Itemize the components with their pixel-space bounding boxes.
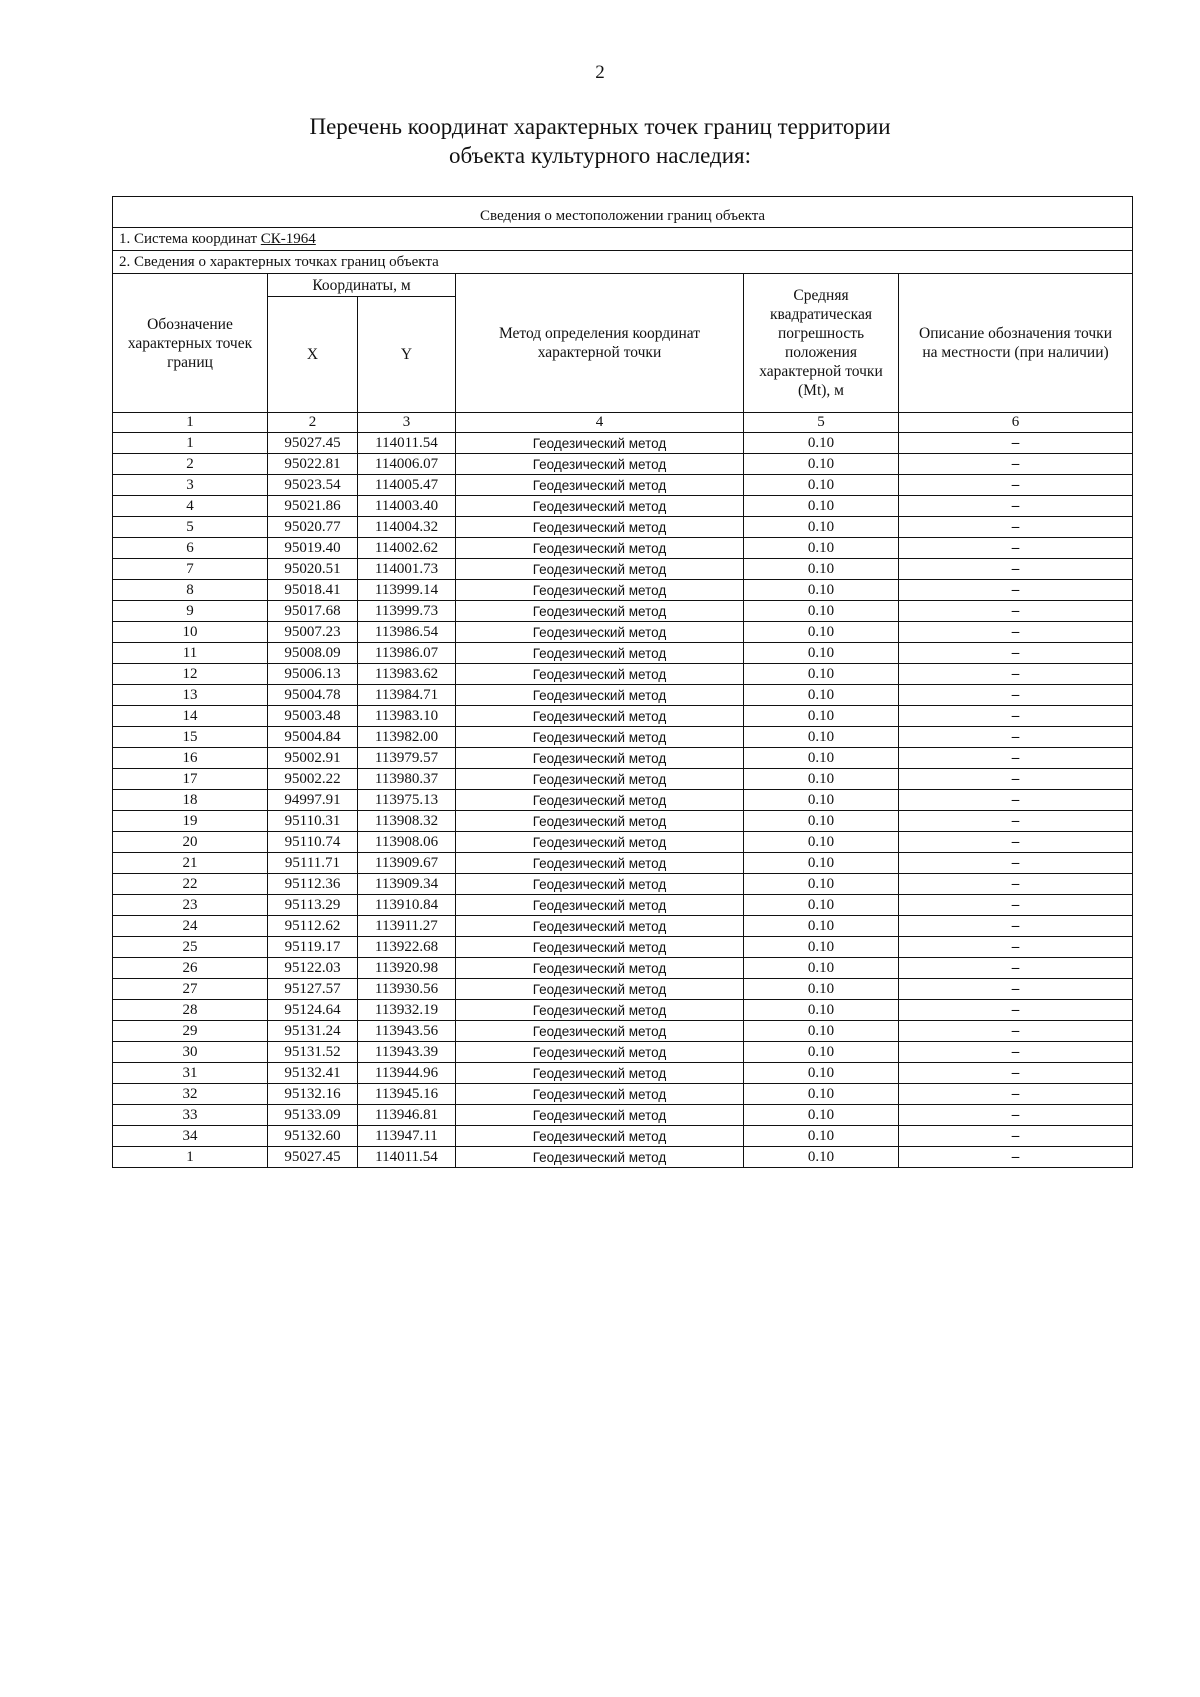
table-row — [113, 1126, 1133, 1147]
method-cell: Геодезический метод — [456, 1021, 744, 1042]
table-caption: Сведения о местоположении границ объекта — [113, 205, 1133, 228]
error-cell: 0.10 — [744, 895, 899, 916]
header-y: Y — [358, 297, 456, 413]
y-coordinate-cell: 113983.62 — [358, 664, 456, 685]
point-number-cell: 1 — [113, 1147, 268, 1168]
description-cell: – — [899, 454, 1133, 475]
y-coordinate-cell: 114005.47 — [358, 475, 456, 496]
table-row — [113, 1021, 1133, 1042]
error-cell: 0.10 — [744, 601, 899, 622]
error-cell: 0.10 — [744, 664, 899, 685]
x-coordinate-cell: 95131.24 — [268, 1021, 358, 1042]
table-row — [113, 1063, 1133, 1084]
method-cell: Геодезический метод — [456, 433, 744, 454]
header-point-designation: Обозначение характерных точек границ — [113, 274, 268, 413]
error-cell: 0.10 — [744, 454, 899, 475]
y-coordinate-cell: 113922.68 — [358, 937, 456, 958]
error-cell: 0.10 — [744, 874, 899, 895]
error-cell: 0.10 — [744, 832, 899, 853]
header-coordinates: Координаты, м — [268, 274, 456, 297]
method-cell: Геодезический метод — [456, 853, 744, 874]
point-number-cell: 27 — [113, 979, 268, 1000]
point-number-cell: 18 — [113, 790, 268, 811]
point-number-cell: 9 — [113, 601, 268, 622]
error-cell: 0.10 — [744, 1063, 899, 1084]
method-cell: Геодезический метод — [456, 664, 744, 685]
point-number-cell: 32 — [113, 1084, 268, 1105]
method-cell: Геодезический метод — [456, 874, 744, 895]
point-number-cell: 21 — [113, 853, 268, 874]
coordinate-system-value: СК-1964 — [260, 230, 316, 247]
error-cell: 0.10 — [744, 622, 899, 643]
method-cell: Геодезический метод — [456, 706, 744, 727]
column-number: 2 — [268, 413, 358, 433]
error-cell: 0.10 — [744, 853, 899, 874]
x-coordinate-cell: 95111.71 — [268, 853, 358, 874]
description-cell: – — [899, 559, 1133, 580]
point-number-cell: 19 — [113, 811, 268, 832]
method-cell: Геодезический метод — [456, 1084, 744, 1105]
point-number-cell: 22 — [113, 874, 268, 895]
y-coordinate-cell: 113920.98 — [358, 958, 456, 979]
table-row — [113, 475, 1133, 496]
x-coordinate-cell: 95002.22 — [268, 769, 358, 790]
point-number-cell: 4 — [113, 496, 268, 517]
table-top-spacer — [113, 197, 1133, 206]
x-coordinate-cell: 95119.17 — [268, 937, 358, 958]
error-cell: 0.10 — [744, 769, 899, 790]
point-number-cell: 28 — [113, 1000, 268, 1021]
x-coordinate-cell: 95020.51 — [268, 559, 358, 580]
table-row — [113, 958, 1133, 979]
x-coordinate-cell: 95127.57 — [268, 979, 358, 1000]
document-title-line-2: объекта культурного наследия: — [448, 143, 752, 168]
error-cell: 0.10 — [744, 706, 899, 727]
point-number-cell: 34 — [113, 1126, 268, 1147]
description-cell: – — [899, 916, 1133, 937]
y-coordinate-cell: 113975.13 — [358, 790, 456, 811]
y-coordinate-cell: 113946.81 — [358, 1105, 456, 1126]
description-cell: – — [899, 874, 1133, 895]
y-coordinate-cell: 113911.27 — [358, 916, 456, 937]
y-coordinate-cell: 113909.34 — [358, 874, 456, 895]
table-row — [113, 454, 1133, 475]
table-row — [113, 517, 1133, 538]
x-coordinate-cell: 95004.78 — [268, 685, 358, 706]
description-cell: – — [899, 685, 1133, 706]
page-number: 2 — [595, 62, 605, 83]
y-coordinate-cell: 113944.96 — [358, 1063, 456, 1084]
table-row — [113, 1000, 1133, 1021]
method-cell: Геодезический метод — [456, 1000, 744, 1021]
x-coordinate-cell: 95132.16 — [268, 1084, 358, 1105]
x-coordinate-cell: 95112.36 — [268, 874, 358, 895]
point-number-cell: 24 — [113, 916, 268, 937]
method-cell: Геодезический метод — [456, 580, 744, 601]
y-coordinate-cell: 113999.73 — [358, 601, 456, 622]
table-row — [113, 895, 1133, 916]
table-row — [113, 790, 1133, 811]
point-number-cell: 20 — [113, 832, 268, 853]
x-coordinate-cell: 95007.23 — [268, 622, 358, 643]
method-cell: Геодезический метод — [456, 748, 744, 769]
description-cell: – — [899, 748, 1133, 769]
y-coordinate-cell: 113986.07 — [358, 643, 456, 664]
y-coordinate-cell: 113980.37 — [358, 769, 456, 790]
point-number-cell: 3 — [113, 475, 268, 496]
method-cell: Геодезический метод — [456, 958, 744, 979]
error-cell: 0.10 — [744, 958, 899, 979]
x-coordinate-cell: 95003.48 — [268, 706, 358, 727]
table-row — [113, 979, 1133, 1000]
y-coordinate-cell: 113982.00 — [358, 727, 456, 748]
method-cell: Геодезический метод — [456, 643, 744, 664]
table-row — [113, 580, 1133, 601]
table-row — [113, 622, 1133, 643]
error-cell: 0.10 — [744, 517, 899, 538]
y-coordinate-cell: 114011.54 — [358, 433, 456, 454]
point-number-cell: 26 — [113, 958, 268, 979]
point-number-cell: 29 — [113, 1021, 268, 1042]
x-coordinate-cell: 95133.09 — [268, 1105, 358, 1126]
coordinate-system-row — [113, 228, 1133, 251]
document-title-line-1: Перечень координат характерных точек границ территории — [309, 114, 891, 139]
error-cell: 0.10 — [744, 643, 899, 664]
method-cell: Геодезический метод — [456, 475, 744, 496]
table-row — [113, 937, 1133, 958]
y-coordinate-cell: 113908.06 — [358, 832, 456, 853]
method-cell: Геодезический метод — [456, 916, 744, 937]
method-cell: Геодезический метод — [456, 1105, 744, 1126]
x-coordinate-cell: 95004.84 — [268, 727, 358, 748]
method-cell: Геодезический метод — [456, 601, 744, 622]
point-number-cell: 1 — [113, 433, 268, 454]
point-number-cell: 6 — [113, 538, 268, 559]
method-cell: Геодезический метод — [456, 496, 744, 517]
table-row — [113, 1042, 1133, 1063]
point-number-cell: 15 — [113, 727, 268, 748]
description-cell: – — [899, 706, 1133, 727]
description-cell: – — [899, 1105, 1133, 1126]
x-coordinate-cell: 95023.54 — [268, 475, 358, 496]
document-title — [250, 112, 950, 170]
method-cell: Геодезический метод — [456, 454, 744, 475]
column-number: 3 — [358, 413, 456, 433]
point-number-cell: 33 — [113, 1105, 268, 1126]
description-cell: – — [899, 769, 1133, 790]
description-cell: – — [899, 832, 1133, 853]
table-row — [113, 727, 1133, 748]
description-cell: – — [899, 1000, 1133, 1021]
y-coordinate-cell: 113979.57 — [358, 748, 456, 769]
x-coordinate-cell: 95021.86 — [268, 496, 358, 517]
y-coordinate-cell: 113999.14 — [358, 580, 456, 601]
y-coordinate-cell: 113986.54 — [358, 622, 456, 643]
header-description: Описание обозначения точки на местности (при наличии) — [899, 274, 1133, 413]
point-number-cell: 5 — [113, 517, 268, 538]
table-row — [113, 769, 1133, 790]
table-row — [113, 706, 1133, 727]
y-coordinate-cell: 114006.07 — [358, 454, 456, 475]
error-cell: 0.10 — [744, 1000, 899, 1021]
header-error: Средняя квадратическая погрешность положения характерной точки (Mt), м — [744, 274, 899, 413]
x-coordinate-cell: 94997.91 — [268, 790, 358, 811]
y-coordinate-cell: 114002.62 — [358, 538, 456, 559]
error-cell: 0.10 — [744, 727, 899, 748]
error-cell: 0.10 — [744, 1042, 899, 1063]
y-coordinate-cell: 113943.39 — [358, 1042, 456, 1063]
method-cell: Геодезический метод — [456, 790, 744, 811]
method-cell: Геодезический метод — [456, 1063, 744, 1084]
table-row — [113, 811, 1133, 832]
header-x: X — [268, 297, 358, 413]
y-coordinate-cell: 113984.71 — [358, 685, 456, 706]
description-cell: – — [899, 1021, 1133, 1042]
x-coordinate-cell: 95113.29 — [268, 895, 358, 916]
y-coordinate-cell: 113983.10 — [358, 706, 456, 727]
method-cell: Геодезический метод — [456, 895, 744, 916]
x-coordinate-cell: 95019.40 — [268, 538, 358, 559]
point-number-cell: 23 — [113, 895, 268, 916]
method-cell: Геодезический метод — [456, 979, 744, 1000]
error-cell: 0.10 — [744, 433, 899, 454]
table-row — [113, 874, 1133, 895]
description-cell: – — [899, 958, 1133, 979]
method-cell: Геодезический метод — [456, 538, 744, 559]
y-coordinate-cell: 114011.54 — [358, 1147, 456, 1168]
point-number-cell: 8 — [113, 580, 268, 601]
x-coordinate-cell: 95002.91 — [268, 748, 358, 769]
method-cell: Геодезический метод — [456, 1126, 744, 1147]
point-number-cell: 2 — [113, 454, 268, 475]
method-cell: Геодезический метод — [456, 685, 744, 706]
method-cell: Геодезический метод — [456, 1147, 744, 1168]
method-cell: Геодезический метод — [456, 937, 744, 958]
description-cell: – — [899, 643, 1133, 664]
coordinate-system-label: 1. Система координат — [119, 230, 258, 247]
method-cell: Геодезический метод — [456, 769, 744, 790]
x-coordinate-cell: 95006.13 — [268, 664, 358, 685]
error-cell: 0.10 — [744, 580, 899, 601]
description-cell: – — [899, 433, 1133, 454]
x-coordinate-cell: 95124.64 — [268, 1000, 358, 1021]
table-row — [113, 601, 1133, 622]
x-coordinate-cell: 95018.41 — [268, 580, 358, 601]
error-cell: 0.10 — [744, 496, 899, 517]
description-cell: – — [899, 496, 1133, 517]
description-cell: – — [899, 1147, 1133, 1168]
table-row — [113, 685, 1133, 706]
error-cell: 0.10 — [744, 811, 899, 832]
description-cell: – — [899, 517, 1133, 538]
y-coordinate-cell: 113930.56 — [358, 979, 456, 1000]
description-cell: – — [899, 1063, 1133, 1084]
y-coordinate-cell: 113910.84 — [358, 895, 456, 916]
method-cell: Геодезический метод — [456, 622, 744, 643]
points-info-label: 2. Сведения о характерных точках границ объекта — [113, 251, 1133, 274]
point-number-cell: 16 — [113, 748, 268, 769]
coordinates-table — [112, 196, 1133, 1168]
x-coordinate-cell: 95131.52 — [268, 1042, 358, 1063]
y-coordinate-cell: 114003.40 — [358, 496, 456, 517]
table-row — [113, 1105, 1133, 1126]
table-row — [113, 1084, 1133, 1105]
error-cell: 0.10 — [744, 979, 899, 1000]
description-cell: – — [899, 601, 1133, 622]
x-coordinate-cell: 95122.03 — [268, 958, 358, 979]
description-cell: – — [899, 538, 1133, 559]
point-number-cell: 30 — [113, 1042, 268, 1063]
column-number: 6 — [899, 413, 1133, 433]
method-cell: Геодезический метод — [456, 559, 744, 580]
description-cell: – — [899, 727, 1133, 748]
point-number-cell: 12 — [113, 664, 268, 685]
table-row — [113, 1147, 1133, 1168]
error-cell: 0.10 — [744, 685, 899, 706]
x-coordinate-cell: 95110.31 — [268, 811, 358, 832]
table-row — [113, 853, 1133, 874]
method-cell: Геодезический метод — [456, 517, 744, 538]
point-number-cell: 10 — [113, 622, 268, 643]
error-cell: 0.10 — [744, 1105, 899, 1126]
description-cell: – — [899, 895, 1133, 916]
table-row — [113, 748, 1133, 769]
point-number-cell: 31 — [113, 1063, 268, 1084]
error-cell: 0.10 — [744, 748, 899, 769]
x-coordinate-cell: 95132.41 — [268, 1063, 358, 1084]
error-cell: 0.10 — [744, 538, 899, 559]
point-number-cell: 25 — [113, 937, 268, 958]
description-cell: – — [899, 1084, 1133, 1105]
x-coordinate-cell: 95110.74 — [268, 832, 358, 853]
description-cell: – — [899, 937, 1133, 958]
point-number-cell: 11 — [113, 643, 268, 664]
error-cell: 0.10 — [744, 1147, 899, 1168]
method-cell: Геодезический метод — [456, 832, 744, 853]
x-coordinate-cell: 95027.45 — [268, 433, 358, 454]
error-cell: 0.10 — [744, 1021, 899, 1042]
y-coordinate-cell: 113909.67 — [358, 853, 456, 874]
description-cell: – — [899, 664, 1133, 685]
x-coordinate-cell: 95017.68 — [268, 601, 358, 622]
y-coordinate-cell: 113908.32 — [358, 811, 456, 832]
method-cell: Геодезический метод — [456, 727, 744, 748]
header-method: Метод определения координат характерной точки — [456, 274, 744, 413]
description-cell: – — [899, 475, 1133, 496]
x-coordinate-cell: 95132.60 — [268, 1126, 358, 1147]
error-cell: 0.10 — [744, 559, 899, 580]
table-row — [113, 664, 1133, 685]
error-cell: 0.10 — [744, 916, 899, 937]
table-row — [113, 643, 1133, 664]
table-row — [113, 916, 1133, 937]
y-coordinate-cell: 114001.73 — [358, 559, 456, 580]
table-row — [113, 496, 1133, 517]
error-cell: 0.10 — [744, 790, 899, 811]
error-cell: 0.10 — [744, 937, 899, 958]
description-cell: – — [899, 853, 1133, 874]
y-coordinate-cell: 113945.16 — [358, 1084, 456, 1105]
table-row — [113, 433, 1133, 454]
method-cell: Геодезический метод — [456, 1042, 744, 1063]
error-cell: 0.10 — [744, 1126, 899, 1147]
x-coordinate-cell: 95020.77 — [268, 517, 358, 538]
column-number: 1 — [113, 413, 268, 433]
method-cell: Геодезический метод — [456, 811, 744, 832]
point-number-cell: 7 — [113, 559, 268, 580]
description-cell: – — [899, 1042, 1133, 1063]
column-number: 5 — [744, 413, 899, 433]
x-coordinate-cell: 95022.81 — [268, 454, 358, 475]
y-coordinate-cell: 114004.32 — [358, 517, 456, 538]
error-cell: 0.10 — [744, 1084, 899, 1105]
x-coordinate-cell: 95008.09 — [268, 643, 358, 664]
description-cell: – — [899, 979, 1133, 1000]
table-row — [113, 538, 1133, 559]
table-row — [113, 559, 1133, 580]
description-cell: – — [899, 622, 1133, 643]
description-cell: – — [899, 1126, 1133, 1147]
description-cell: – — [899, 790, 1133, 811]
y-coordinate-cell: 113947.11 — [358, 1126, 456, 1147]
y-coordinate-cell: 113943.56 — [358, 1021, 456, 1042]
point-number-cell: 13 — [113, 685, 268, 706]
y-coordinate-cell: 113932.19 — [358, 1000, 456, 1021]
description-cell: – — [899, 580, 1133, 601]
x-coordinate-cell: 95027.45 — [268, 1147, 358, 1168]
point-number-cell: 14 — [113, 706, 268, 727]
error-cell: 0.10 — [744, 475, 899, 496]
x-coordinate-cell: 95112.62 — [268, 916, 358, 937]
column-number: 4 — [456, 413, 744, 433]
point-number-cell: 17 — [113, 769, 268, 790]
description-cell: – — [899, 811, 1133, 832]
table-row — [113, 832, 1133, 853]
